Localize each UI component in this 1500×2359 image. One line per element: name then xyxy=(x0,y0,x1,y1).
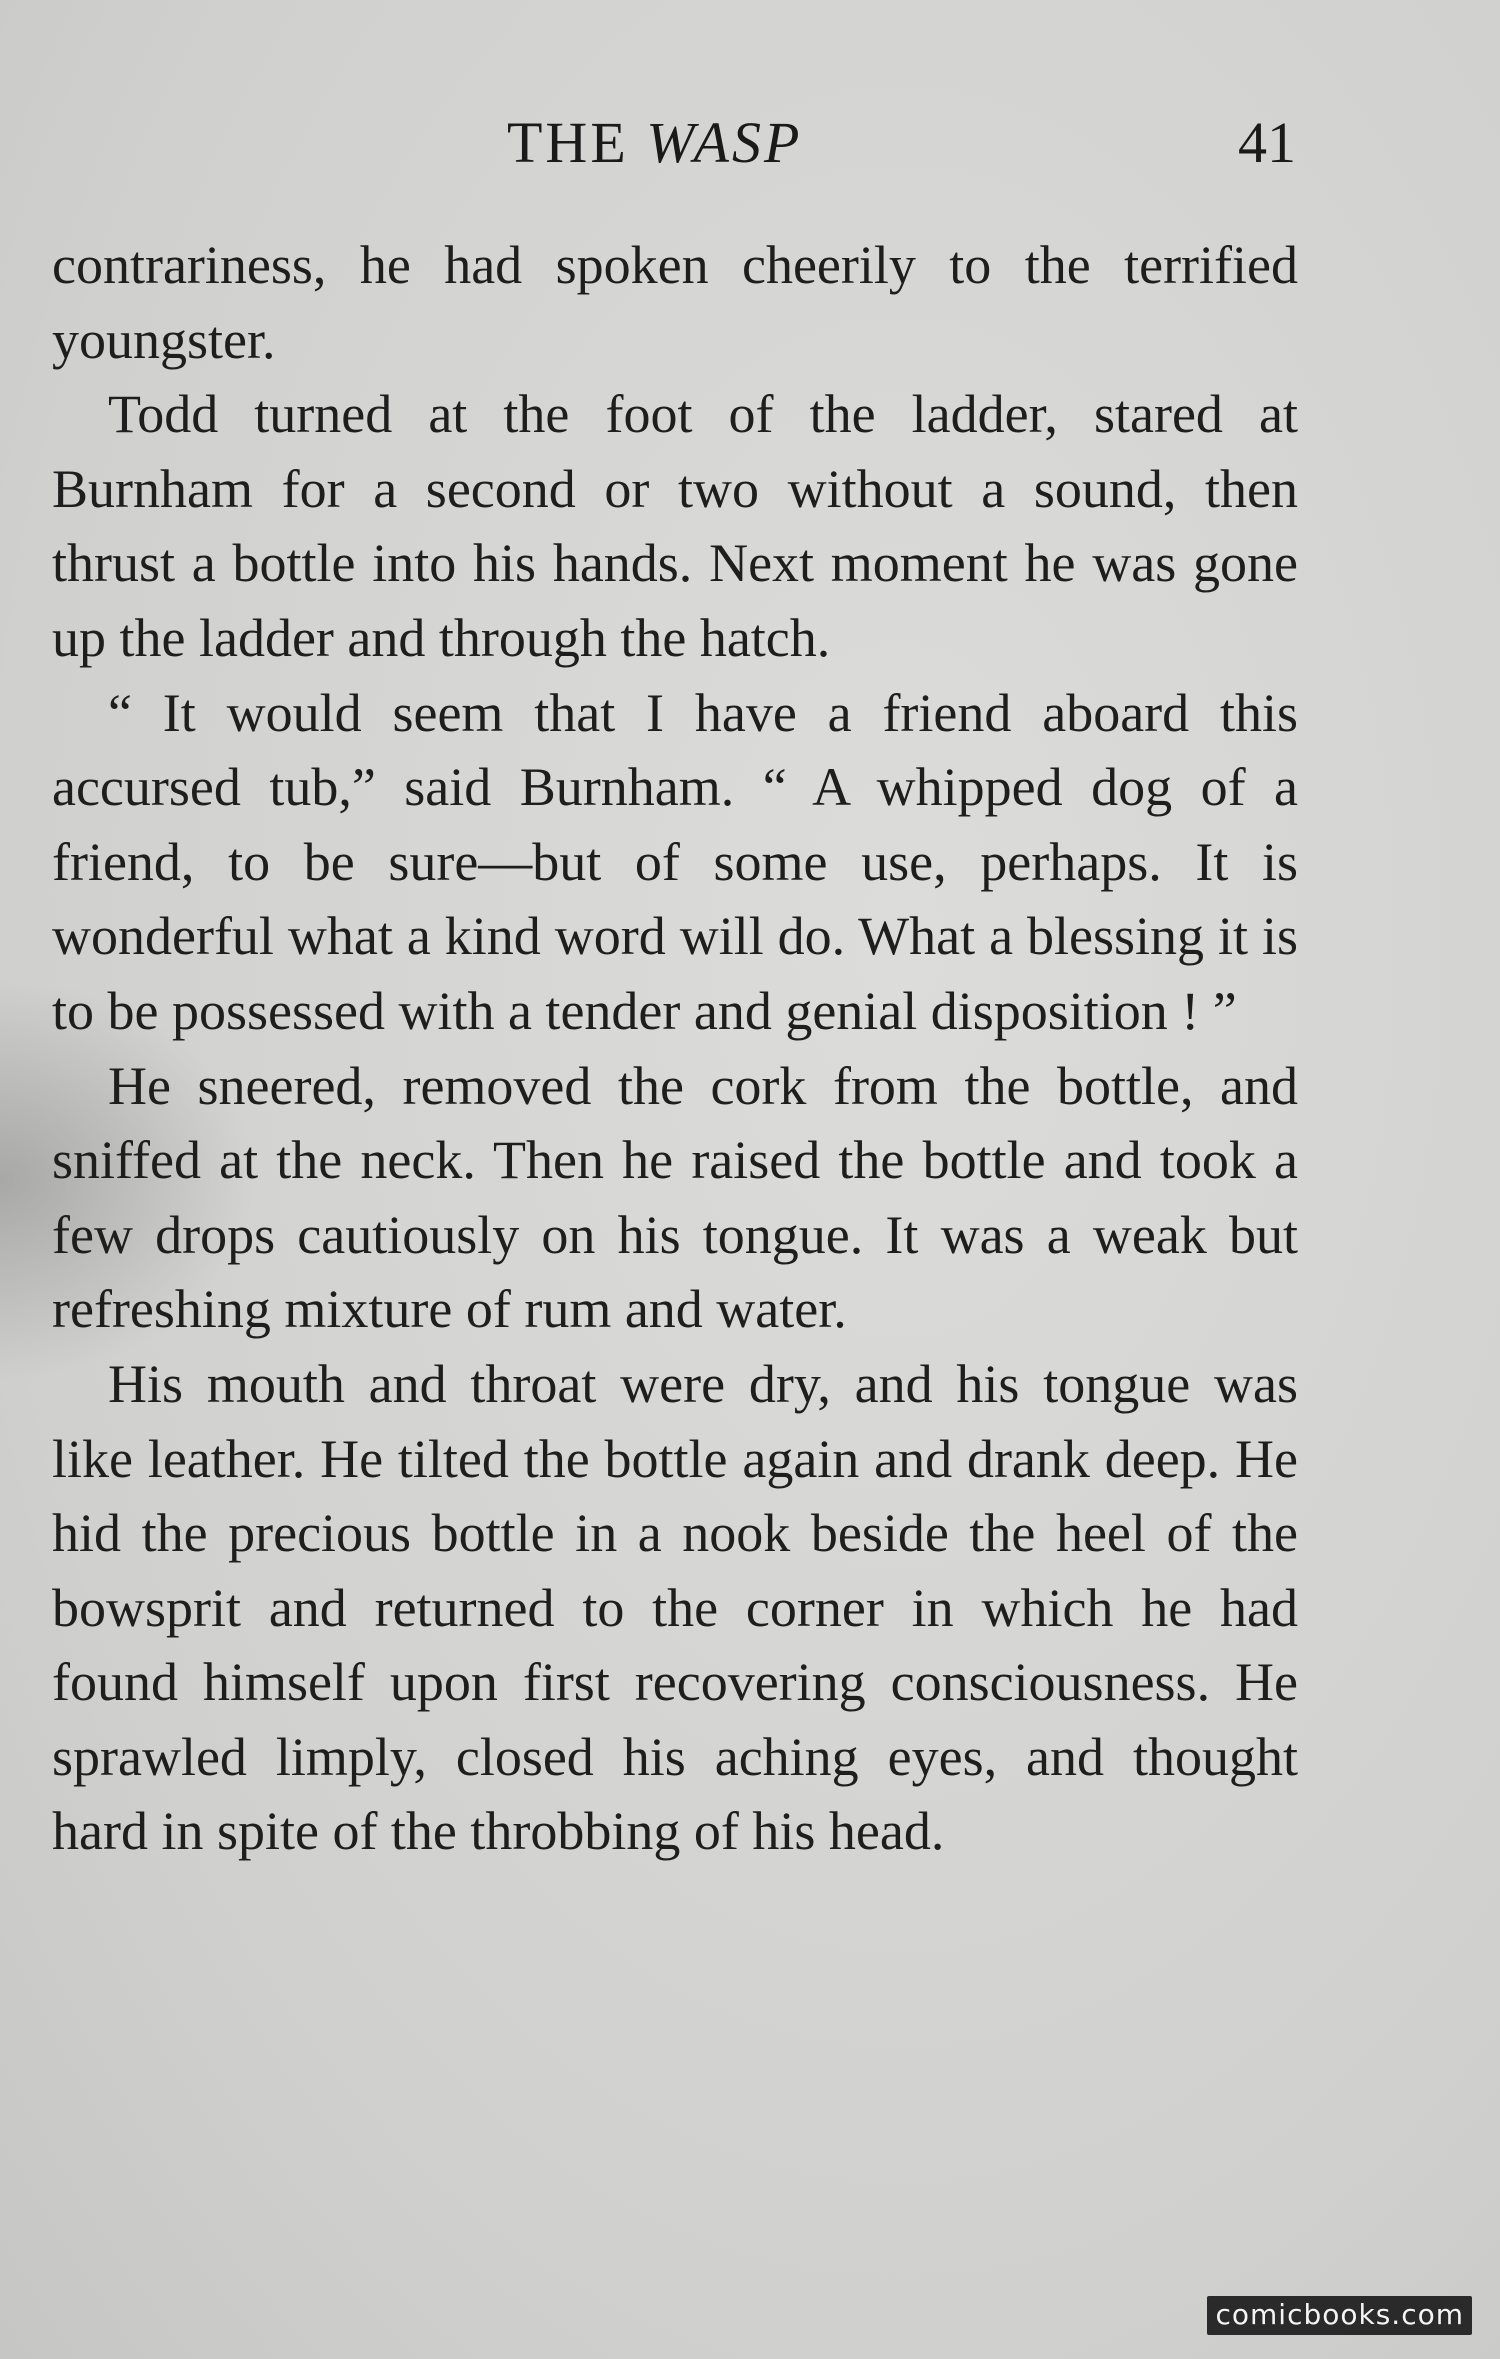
paragraph-continued: contrariness, he had spoken cheerily to the terrified youngster. xyxy=(52,235,1298,370)
paragraph: “ It would seem that I have a friend aboard this accursed tub,” said Burnham. “ A whipped dog of a friend, to be sure—but of some use, perhaps. It is wonderful what a kind word will do. What a blessing it is to be possessed with a tender and genial disposition ! ” xyxy=(52,682,1298,1041)
body-text xyxy=(52,228,1298,1869)
running-title xyxy=(507,108,802,178)
running-head xyxy=(0,108,1500,178)
page-number: 41 xyxy=(1238,110,1296,175)
paragraph: His mouth and throat were dry, and his tongue was like leather. He tilted the bottle again and drank deep. He hid the precious bottle in a nook beside the heel of the bowsprit and returned to the corner in which he had found himself upon first recovering consciousness. He sprawled limply, closed his aching eyes, and thought hard in spite of the throbbing of his head. xyxy=(52,1353,1298,1862)
watermark: comicbooks.com xyxy=(1207,2296,1472,2335)
paragraph: Todd turned at the foot of the ladder, stared at Burnham for a second or two without a sound, then thrust a bottle into his hands. Next moment he was gone up the ladder and through the hatch. xyxy=(52,384,1298,668)
paragraph: He sneered, removed the cork from the bottle, and sniffed at the neck. Then he raised the bottle and took a few drops cautiously on his tongue. It was a weak but refreshing mixture of rum and water. xyxy=(52,1055,1298,1340)
running-title-prefix: THE xyxy=(507,110,647,175)
running-title-italic: WASP xyxy=(646,110,803,175)
